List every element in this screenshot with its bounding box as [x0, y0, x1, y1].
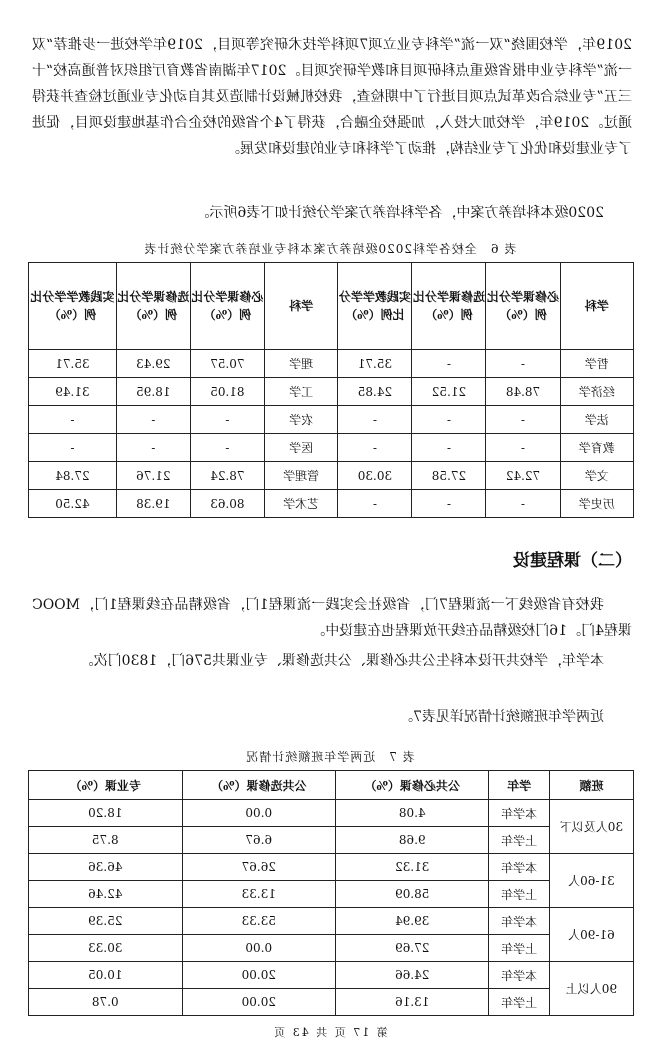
table-cell: 工学: [264, 378, 337, 406]
table-cell: 本学年: [489, 854, 549, 881]
table-cell: 8.75: [29, 827, 183, 854]
table-cell: 18.95: [116, 378, 190, 406]
column-header: 实践教学学分比例（%）: [338, 263, 412, 350]
table-cell: 9.68: [336, 827, 489, 854]
table-cell: 80.63: [190, 490, 264, 518]
column-header: 班额: [549, 771, 633, 800]
paragraph-text: 2020级本科培养方案中，各学科培养方案学分统计如下表6所示。: [195, 205, 604, 221]
table-row: [29, 962, 634, 989]
table-cell: 39.94: [336, 908, 489, 935]
column-header: 专业课（%）: [29, 771, 183, 800]
table-cell: 35.71: [338, 350, 412, 378]
class-size-group-cell: 90人以上: [549, 962, 633, 1016]
table-cell: 6.67: [182, 827, 335, 854]
table7-header-row: [29, 771, 634, 800]
table-row: [29, 434, 634, 462]
table-cell: -: [486, 350, 560, 378]
table-cell: 0.00: [182, 935, 335, 962]
table-row: [29, 350, 634, 378]
table-cell: -: [412, 350, 486, 378]
paragraph-intro: [32, 32, 632, 162]
table-cell: 29.43: [116, 350, 190, 378]
table-row: [29, 406, 634, 434]
table-cell: -: [338, 406, 412, 434]
table-cell: 历史学: [560, 490, 633, 518]
table6: [28, 262, 634, 518]
table-cell: 19.38: [116, 490, 190, 518]
table-row: [29, 854, 634, 881]
table-cell: -: [338, 490, 412, 518]
table-cell: 上学年: [489, 935, 549, 962]
paragraph-table7-intro: [32, 704, 632, 730]
table-cell: 农学: [264, 406, 337, 434]
table-cell: 经济学: [560, 378, 633, 406]
table-cell: -: [412, 490, 486, 518]
table-row: [29, 908, 634, 935]
table-cell: -: [116, 406, 190, 434]
table7: [28, 770, 634, 1016]
table-cell: 21.76: [116, 462, 190, 490]
table-cell: 18.20: [29, 800, 183, 827]
paragraph-text: 近两学年班额统计情况详见表7。: [399, 709, 604, 725]
column-header: 选修课学分比例（%）: [116, 263, 190, 350]
class-size-group-cell: 31-60人: [549, 854, 633, 908]
table-cell: 53.33: [182, 908, 335, 935]
class-size-group-cell: 61-90人: [549, 908, 633, 962]
table-cell: 81.05: [190, 378, 264, 406]
table-cell: 13.16: [336, 989, 489, 1016]
table-cell: 20.00: [182, 989, 335, 1016]
table-cell: 本学年: [489, 908, 549, 935]
table-cell: -: [412, 434, 486, 462]
table-row: [29, 378, 634, 406]
table-cell: 上学年: [489, 827, 549, 854]
table-cell: 78.48: [486, 378, 560, 406]
column-header: 公共选修课（%）: [182, 771, 335, 800]
table-cell: 医学: [264, 434, 337, 462]
table6-header-row: [29, 263, 634, 350]
table-cell: 35.71: [29, 350, 117, 378]
paragraph-table6-intro: [32, 200, 632, 226]
page-footer: 第 17 页 共 43 页: [272, 1026, 388, 1039]
table-cell: -: [412, 406, 486, 434]
table-cell: 46.36: [29, 854, 183, 881]
table-row: [29, 800, 634, 827]
table-cell: -: [338, 434, 412, 462]
table-cell: 27.69: [336, 935, 489, 962]
table6-caption: 表 6 全校各学科2020级培养方案本科专业培养方案学分统计表: [143, 242, 517, 256]
table-cell: 58.09: [336, 881, 489, 908]
table-cell: 本学年: [489, 800, 549, 827]
table-cell: 30.30: [338, 462, 412, 490]
column-header: 实践教学学分比例（%）: [29, 263, 117, 350]
paragraph-courses: [32, 592, 632, 644]
table-cell: 31.32: [336, 854, 489, 881]
table-cell: 0.78: [29, 989, 183, 1016]
table-row: [29, 989, 634, 1016]
table-cell: 26.67: [182, 854, 335, 881]
table-row: [29, 462, 634, 490]
table-cell: 13.33: [182, 881, 335, 908]
table-cell: 10.05: [29, 962, 183, 989]
table-cell: 30.33: [29, 935, 183, 962]
paragraph-text: 本学年，学校共开设本科生公共必修课、公共选修课、专业课共576门，1830门次。: [79, 653, 604, 669]
table-cell: 72.42: [486, 462, 560, 490]
table-cell: 上学年: [489, 989, 549, 1016]
table-cell: 31.49: [29, 378, 117, 406]
table-cell: 管理学: [264, 462, 337, 490]
table-cell: 教育学: [560, 434, 633, 462]
table-cell: 21.52: [412, 378, 486, 406]
table-cell: -: [116, 434, 190, 462]
table-row: [29, 935, 634, 962]
table-cell: 20.00: [182, 962, 335, 989]
table-cell: 42.46: [29, 881, 183, 908]
paragraph-text: 我校有省级线下一流课程7门，省级社会实践一流课程1门，省级精品在线课程1门，MOOC课程4门。16门校级精品在线开放课程也在建设中。: [32, 597, 632, 639]
table-cell: 理学: [264, 350, 337, 378]
table-cell: 文学: [560, 462, 633, 490]
table-cell: 27.58: [412, 462, 486, 490]
column-header: 公共必修课（%）: [336, 771, 489, 800]
table-cell: 4.08: [336, 800, 489, 827]
table-cell: -: [29, 406, 117, 434]
table-cell: 78.24: [190, 462, 264, 490]
table-cell: 本学年: [489, 962, 549, 989]
table-cell: 上学年: [489, 881, 549, 908]
table-cell: 24.66: [336, 962, 489, 989]
table-cell: 艺术学: [264, 490, 337, 518]
class-size-group-cell: 30人及以下: [549, 800, 633, 854]
table-cell: 25.39: [29, 908, 183, 935]
table-cell: 70.57: [190, 350, 264, 378]
section-heading: （二）课程建设: [513, 551, 632, 571]
column-header: 学科: [264, 263, 337, 350]
column-header: 必修课学分比例（%）: [486, 263, 560, 350]
table-cell: 27.84: [29, 462, 117, 490]
paragraph-text: 2019年，学校围绕“双一流”学科专业立项7项科学技术研究等项目，2019年学校进一步推荐“双一流”学科专业申报省级重点科研项目和教学研究项目。2017年湖南省教育厅组织对普通高校“十三五”专业综合改革试点项目进行了中期检查，我校机械设计制造及其自动化专业通过检查并获得通过。2019年，学校加大投入，加强校企融合，获得了4个省级的校企合作基地建设项目，促进了专业建设和优化了专业结构，推动了学科和专业的建设和发展。: [32, 37, 632, 157]
table-row: [29, 490, 634, 518]
column-header: 选修课学分比例（%）: [412, 263, 486, 350]
table-row: [29, 881, 634, 908]
paragraph-course-count: [32, 648, 632, 674]
table-cell: -: [190, 406, 264, 434]
column-header: 必修课学分比例（%）: [190, 263, 264, 350]
table-cell: 24.85: [338, 378, 412, 406]
table-cell: -: [486, 490, 560, 518]
table-cell: -: [486, 434, 560, 462]
table-cell: 0.00: [182, 800, 335, 827]
table-cell: 哲学: [560, 350, 633, 378]
table-row: [29, 827, 634, 854]
table-cell: 42.50: [29, 490, 117, 518]
column-header: 学年: [489, 771, 549, 800]
table7-caption: 表 7 近两学年班额统计情况: [245, 750, 415, 764]
column-header: 学科: [560, 263, 633, 350]
table-cell: -: [29, 434, 117, 462]
table-cell: 法学: [560, 406, 633, 434]
table-cell: -: [486, 406, 560, 434]
table-cell: -: [190, 434, 264, 462]
